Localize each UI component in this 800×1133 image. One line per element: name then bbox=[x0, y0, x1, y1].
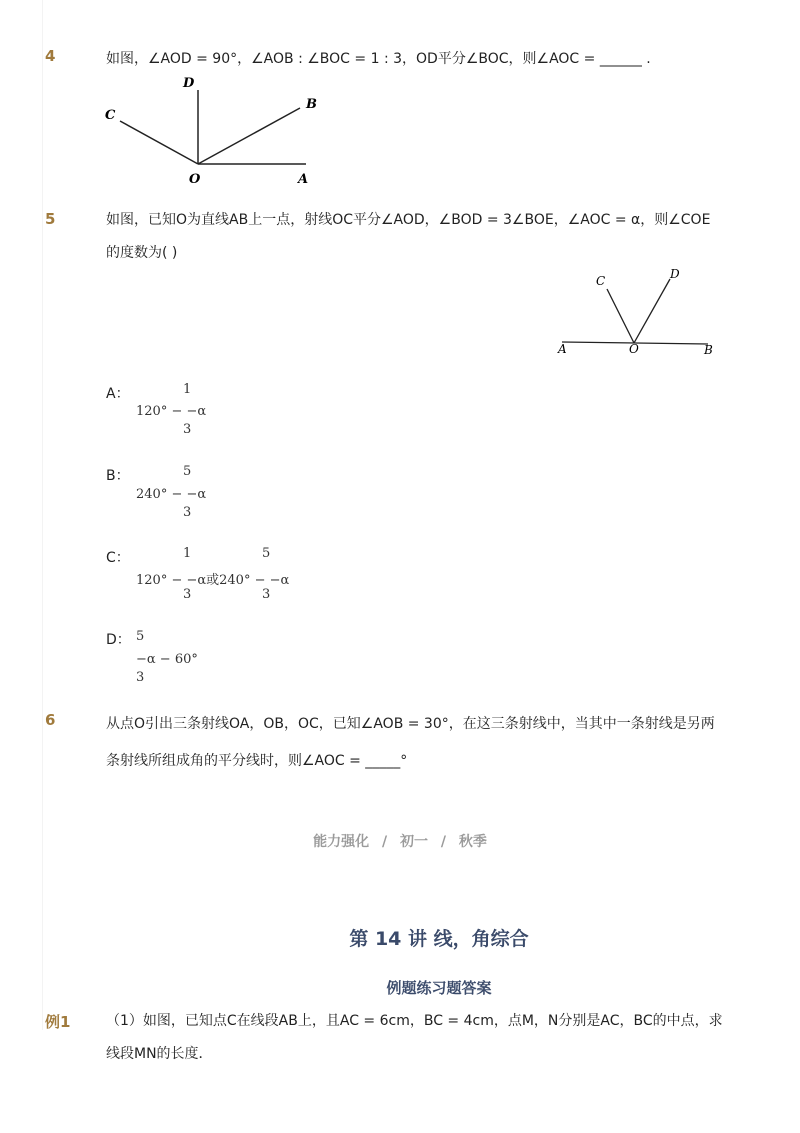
question-5-line-2: 的度数为( ) bbox=[106, 245, 178, 261]
footer-separator-1: / bbox=[382, 834, 388, 850]
q4-label-c: C bbox=[105, 108, 116, 123]
option-a-label: A： bbox=[106, 386, 130, 402]
option-b-expression: 240° − −α bbox=[136, 487, 207, 502]
option-d-label: D： bbox=[106, 632, 131, 648]
option-a-expression: 120° − −α bbox=[136, 404, 207, 419]
lesson-title: 第 14 讲 线，角综合 bbox=[349, 928, 529, 950]
option-a-numerator: 1 bbox=[183, 382, 192, 397]
q5-label-a: A bbox=[558, 342, 567, 356]
example-1-line-1: （1）如图，已知点C在线段AB上，且AC = 6cm，BC = 4cm，点M，N分别是AC，BC的中点，求 bbox=[106, 1013, 723, 1029]
question-4-text: 如图，∠AOD = 90°，∠AOB : ∠BOC = 1 : 3，OD平分∠BOC，则∠AOC = ______ . bbox=[106, 51, 651, 67]
option-c-numerator-2: 5 bbox=[262, 546, 271, 561]
q4-label-o: O bbox=[189, 172, 201, 187]
option-d-denominator: 3 bbox=[136, 670, 145, 685]
option-c-numerator-1: 1 bbox=[183, 546, 192, 561]
option-a-denominator: 3 bbox=[183, 422, 192, 437]
question-5-line-1: 如图，已知O为直线AB上一点，射线OC平分∠AOD，∠BOD = 3∠BOE，∠AOC = α，则∠COE bbox=[106, 212, 711, 228]
option-c-label: C： bbox=[106, 550, 130, 566]
footer-separator-2: / bbox=[440, 834, 446, 850]
q4-label-a: A bbox=[298, 172, 309, 187]
option-c-expression: 120° − −α或240° − −α bbox=[136, 573, 290, 588]
q5-label-d: D bbox=[670, 267, 680, 281]
question-4-figure bbox=[100, 70, 320, 190]
example-1-number: 例1 bbox=[45, 1013, 71, 1031]
question-number-4: 4 bbox=[45, 47, 56, 65]
option-d-expression: −α − 60° bbox=[136, 652, 198, 667]
question-number-6: 6 bbox=[45, 711, 56, 729]
option-c-denominator-1: 3 bbox=[183, 587, 192, 602]
example-1-line-2: 线段MN的长度． bbox=[106, 1046, 213, 1062]
q5-label-b: B bbox=[704, 343, 713, 357]
option-d-numerator: 5 bbox=[136, 629, 145, 644]
question-number-5: 5 bbox=[45, 210, 56, 228]
option-b-label: B： bbox=[106, 468, 130, 484]
question-6-line-2: 条射线所组成角的平分线时，则∠AOC = _____° bbox=[106, 753, 408, 769]
question-5-figure bbox=[550, 262, 720, 362]
left-margin-rule bbox=[42, 0, 43, 1030]
option-b-denominator: 3 bbox=[183, 505, 192, 520]
page-footer bbox=[0, 831, 800, 851]
footer-course: 能力强化 bbox=[313, 834, 370, 850]
q4-label-b: B bbox=[306, 97, 317, 112]
option-c-denominator-2: 3 bbox=[262, 587, 271, 602]
footer-grade: 初一 bbox=[400, 834, 428, 850]
footer-season: 秋季 bbox=[458, 834, 487, 850]
option-b-numerator: 5 bbox=[183, 464, 192, 479]
q5-label-o: O bbox=[629, 342, 639, 356]
q5-label-c: C bbox=[596, 274, 606, 288]
q4-label-d: D bbox=[183, 76, 195, 91]
question-6-line-1: 从点O引出三条射线OA，OB，OC，已知∠AOB = 30°，在这三条射线中，当其中一条射线是另两 bbox=[106, 716, 715, 732]
lesson-subtitle: 例题练习题答案 bbox=[386, 979, 492, 997]
